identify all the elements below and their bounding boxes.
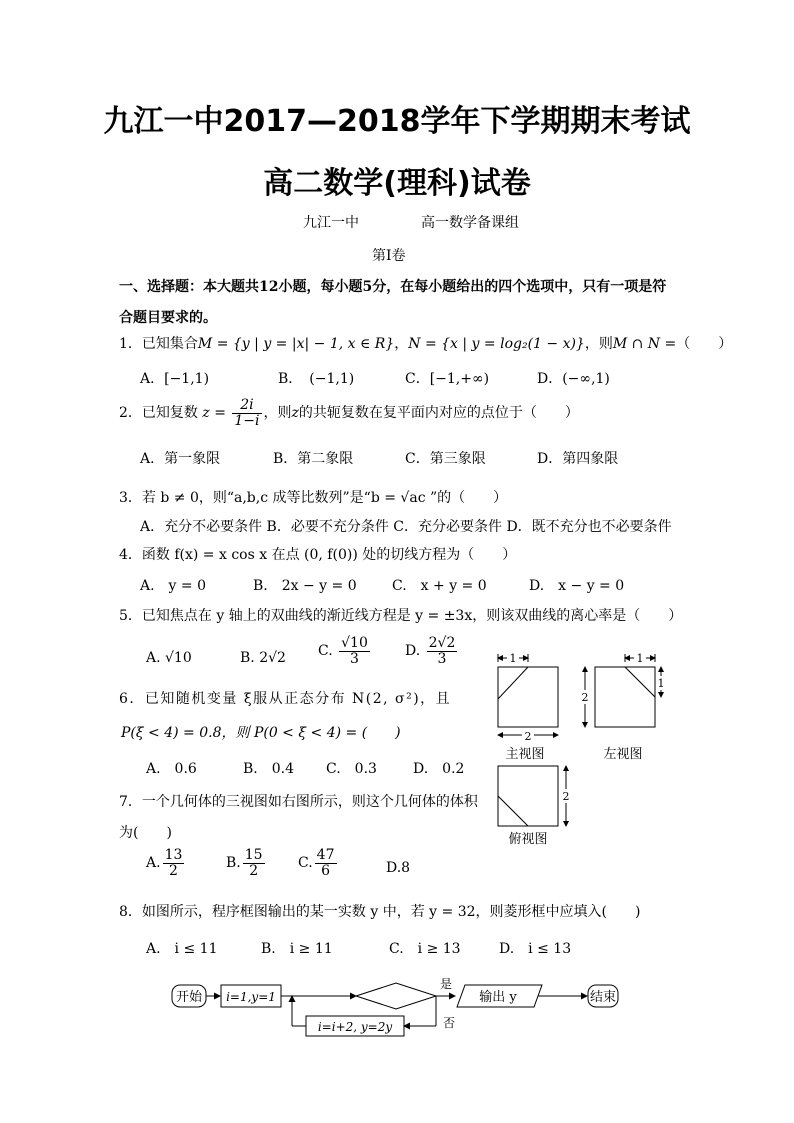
q1-set-m: M = {y | y = |x| − 1, x ∈ R} — [197, 336, 395, 352]
q8-option-d: D. i ≤ 13 — [499, 941, 572, 957]
exam-subtitle: 高二数学(理科)试卷 — [263, 166, 531, 201]
q6-option-a: A. 0.6 — [146, 761, 197, 777]
q2-option-d: D．第四象限 — [537, 451, 619, 467]
q1-option-d: D．(−∞,1) — [537, 371, 610, 387]
q8-option-c: C. i ≥ 13 — [389, 941, 461, 957]
q2-z: z — [291, 405, 299, 422]
q2-numerator: 2i — [232, 398, 261, 414]
flow-end: 结束 — [589, 990, 617, 1005]
q5-option-a: A. √10 — [146, 650, 192, 666]
q1-blank: （ ） — [676, 336, 733, 352]
q7-option-c — [298, 848, 339, 878]
section-heading: 一、选择题：本大题共12小题，每小题5分，在每小题给出的四个选项中，只有一项是符 — [119, 279, 667, 295]
q2-text-b: ，则 — [263, 405, 292, 422]
top-view-label: 俯视图 — [508, 832, 548, 847]
q2-z-eq: z = — [202, 405, 226, 422]
q2-text-c: 的共轭复数在复平面内对应的点位于（ ） — [298, 405, 579, 422]
flowchart — [160, 970, 630, 1042]
front-dim-top: 1 — [509, 652, 517, 665]
q7-a-label: A. — [146, 855, 161, 872]
side-view-label: 左视图 — [603, 747, 643, 762]
flow-start: 开始 — [175, 990, 203, 1005]
front-view-label: 主视图 — [505, 747, 545, 762]
q4-option-a: A. y = 0 — [140, 578, 207, 594]
flow-decision — [356, 983, 436, 1009]
flow-output: 输出 y — [479, 990, 517, 1005]
q5-c-label: C. — [318, 643, 333, 660]
q4-option-d: D. x − y = 0 — [529, 578, 625, 594]
flow-init: i=1,y=1 — [226, 990, 276, 1004]
exam-title: 九江一中2017—2018学年下学期期末考试 — [103, 104, 691, 139]
q1-text: 1．已知集合 — [119, 336, 198, 352]
question-6-stem-cont: P(ξ < 4) = 0.8，则 P(0 < ξ < 4) = ( ) — [121, 725, 401, 741]
q2-option-a: A．第一象限 — [140, 451, 221, 467]
q1-set-n: N = {x | y = log₂(1 − x)} — [408, 336, 585, 352]
q7-b-label: B. — [226, 855, 241, 872]
q7-c-den: 6 — [321, 862, 331, 879]
side-dim-top: 1 — [636, 652, 644, 665]
q7-a-den: 2 — [169, 862, 178, 879]
flow-yes: 是 — [439, 977, 453, 991]
q6-option-d: D. 0.2 — [413, 761, 465, 777]
q5-option-d — [405, 636, 459, 666]
q5-c-den: 3 — [350, 650, 359, 667]
question-3-stem: 3．若 b ≠ 0，则“a,b,c 成等比数列”是“b = √ac ”的（ ） — [119, 490, 508, 506]
question-7-stem: 7．一个几何体的三视图如右图所示，则这个几何体的体积 — [119, 794, 478, 810]
q5-d-num: 2√2 — [428, 635, 456, 651]
q4-option-c: C. x + y = 0 — [392, 578, 487, 594]
front-dim-bottom: 2 — [524, 730, 532, 743]
volume-label: 第Ⅰ卷 — [372, 248, 406, 264]
three-views-figure — [485, 648, 675, 848]
question-7-stem-cont: 为( ) — [119, 825, 172, 841]
front-view — [498, 651, 558, 762]
q5-option-b: B. 2√2 — [240, 650, 286, 666]
q1-option-a: A．[−1,1) — [140, 371, 210, 387]
top-dim-right: 2 — [562, 790, 570, 803]
question-6-stem: 6．已知随机变量 ξ服从正态分布 N(2, σ²)，且 — [119, 691, 452, 707]
q8-option-b: B. i ≥ 11 — [261, 941, 333, 957]
q2-fraction — [232, 398, 261, 428]
q1-sep: ， — [394, 336, 409, 352]
q2-text: 2．已知复数 — [119, 405, 198, 422]
question-8-stem: 8．如图所示，程序框图输出的某一实数 y 中，若 y = 32，则菱形框中应填入( ) — [119, 904, 641, 920]
q7-c-label: C. — [298, 855, 313, 872]
author-school: 九江一中 — [303, 215, 359, 231]
q2-option-c: C．第三象限 — [405, 451, 486, 467]
q7-option-d: D.8 — [386, 860, 411, 876]
q5-d-den: 3 — [437, 650, 447, 667]
q5-option-c — [318, 636, 372, 666]
question-4-stem: 4．函数 f(x) = x cos x 在点 (0, f(0)) 处的切线方程为（ ） — [119, 547, 517, 563]
q2-denominator: 1−i — [234, 412, 260, 429]
q1-intersection: M ∩ N = — [612, 336, 677, 352]
q7-a-num: 13 — [164, 847, 183, 863]
flow-no: 否 — [442, 1016, 456, 1030]
side-dim-left: 2 — [581, 691, 589, 704]
q6-option-b: B. 0.4 — [243, 761, 295, 777]
author-group: 高一数学备课组 — [421, 215, 519, 231]
q7-option-b — [226, 848, 267, 878]
question-1-stem — [119, 333, 732, 353]
flow-update: i=i+2, y=2y — [317, 1020, 393, 1034]
q1-text-b: ，则 — [584, 336, 613, 352]
q2-option-b: B．第二象限 — [273, 451, 354, 467]
q1-option-b: B． (−1,1) — [278, 371, 355, 387]
q1-option-c: C．[−1,+∞) — [405, 371, 490, 387]
q7-b-den: 2 — [249, 862, 259, 879]
q3-options: A．充分不必要条件 B．必要不充分条件 C．充分必要条件 D．既不充分也不必要条件 — [140, 519, 672, 535]
q8-option-a: A. i ≤ 11 — [146, 941, 218, 957]
question-5-stem: 5．已知焦点在 y 轴上的双曲线的渐近线方程是 y = ±3x，则该双曲线的离心率是（ ） — [119, 608, 683, 624]
q4-option-b: B. 2x − y = 0 — [253, 578, 357, 594]
side-view — [580, 651, 666, 762]
q6-option-c: C. 0.3 — [326, 761, 377, 777]
q7-c-num: 47 — [316, 847, 335, 863]
q5-d-label: D. — [405, 643, 421, 660]
q7-option-a — [146, 848, 186, 878]
top-view — [498, 766, 571, 847]
q7-b-num: 15 — [244, 847, 263, 863]
section-heading-cont: 合题目要求的。 — [119, 310, 217, 326]
side-dim-right: 1 — [657, 677, 665, 690]
question-2-stem — [119, 398, 579, 428]
q5-c-num: √10 — [341, 635, 368, 651]
